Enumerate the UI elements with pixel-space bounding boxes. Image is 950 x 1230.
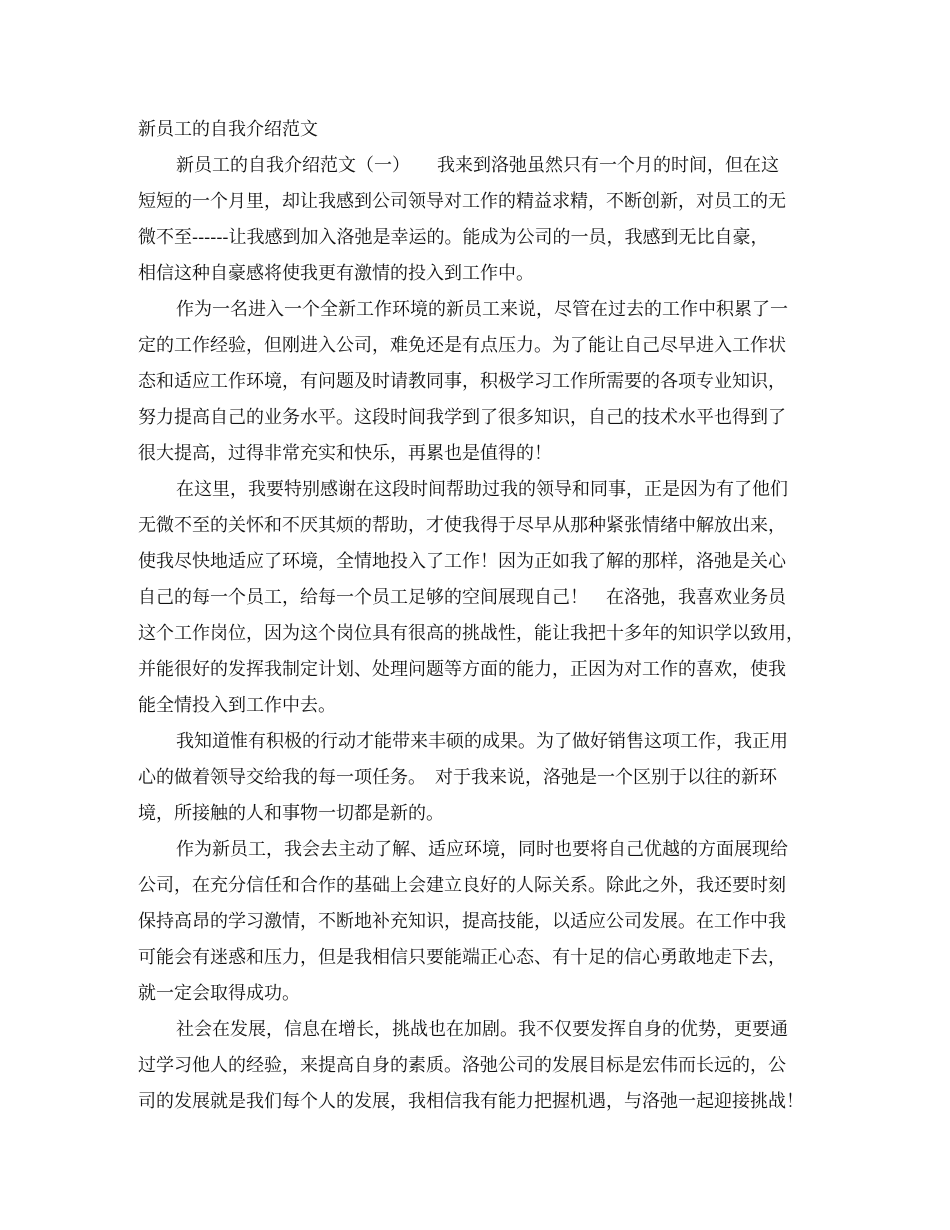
document-title: 新员工的自我介绍范文: [138, 119, 318, 140]
text-line: 无微不至的关怀和不厌其烦的帮助，才使我得于尽早从那种紧张情绪中解放出来，: [138, 515, 786, 536]
text-line: 保持高昂的学习激情，不断地补充知识，提高技能，以适应公司发展。在工作中我: [138, 911, 786, 932]
text-line: 能全情投入到工作中去。: [138, 695, 336, 716]
text-line: 过学习他人的经验，来提高自身的素质。洛弛公司的发展目标是宏伟而长远的，公: [138, 1055, 786, 1076]
text-line: 并能很好的发挥我制定计划、处理问题等方面的能力，正因为对工作的喜欢，使我: [138, 659, 786, 680]
text-line: 境，所接触的人和事物一切都是新的。: [138, 803, 444, 824]
text-line: 微不至------让我感到加入洛弛是幸运的。能成为公司的一员，我感到无比自豪，: [138, 227, 769, 248]
text-line: 可能会有迷惑和压力，但是我相信只要能端正心态、有十足的信心勇敢地走下去，: [138, 947, 786, 968]
text-line: 短短的一个月里，却让我感到公司领导对工作的精益求精，不断创新，对员工的无: [138, 191, 786, 212]
text-line: 相信这种自豪感将使我更有激情的投入到工作中。: [138, 263, 534, 284]
text-line: 很大提高，过得非常充实和快乐，再累也是值得的！: [138, 443, 552, 464]
text-line: 这个工作岗位，因为这个岗位具有很高的挑战性，能让我把十多年的知识学以致用，: [138, 623, 804, 644]
text-line: 就一定会取得成功。: [138, 983, 300, 1004]
text-line: 作为新员工，我会去主动了解、适应环境，同时也要将自己优越的方面展现给: [176, 839, 788, 860]
text-line: 我知道惟有积极的行动才能带来丰硕的成果。为了做好销售这项工作，我正用: [176, 731, 788, 752]
text-line: 心的做着领导交给我的每一项任务。 对于我来说，洛弛是一个区别于以往的新环: [138, 767, 777, 788]
text-line: 态和适应工作环境，有问题及时请教同事，积极学习工作所需要的各项专业知识，: [138, 371, 786, 392]
text-line: 使我尽快地适应了环境，全情地投入了工作！因为正如我了解的那样，洛弛是关心: [138, 551, 786, 572]
text-line: 司的发展就是我们每个人的发展，我相信我有能力把握机遇，与洛弛一起迎接挑战！: [138, 1091, 804, 1112]
text-line: 社会在发展，信息在增长，挑战也在加剧。我不仅要发挥自身的优势，更要通: [176, 1019, 788, 1040]
text-line: 在这里，我要特别感谢在这段时间帮助过我的领导和同事，正是因为有了他们: [176, 479, 788, 500]
text-line: 自己的每一个员工，给每一个员工足够的空间展现自己！ 在洛弛，我喜欢业务员: [138, 587, 786, 608]
text-line: 作为一名进入一个全新工作环境的新员工来说，尽管在过去的工作中积累了一: [176, 299, 788, 320]
text-line: 新员工的自我介绍范文（一） 我来到洛弛虽然只有一个月的时间，但在这: [176, 155, 779, 176]
text-line: 努力提高自己的业务水平。这段时间我学到了很多知识，自己的技术水平也得到了: [138, 407, 786, 428]
text-line: 公司，在充分信任和合作的基础上会建立良好的人际关系。除此之外，我还要时刻: [138, 875, 786, 896]
text-line: 定的工作经验，但刚进入公司，难免还是有点压力。为了能让自己尽早进入工作状: [138, 335, 786, 356]
